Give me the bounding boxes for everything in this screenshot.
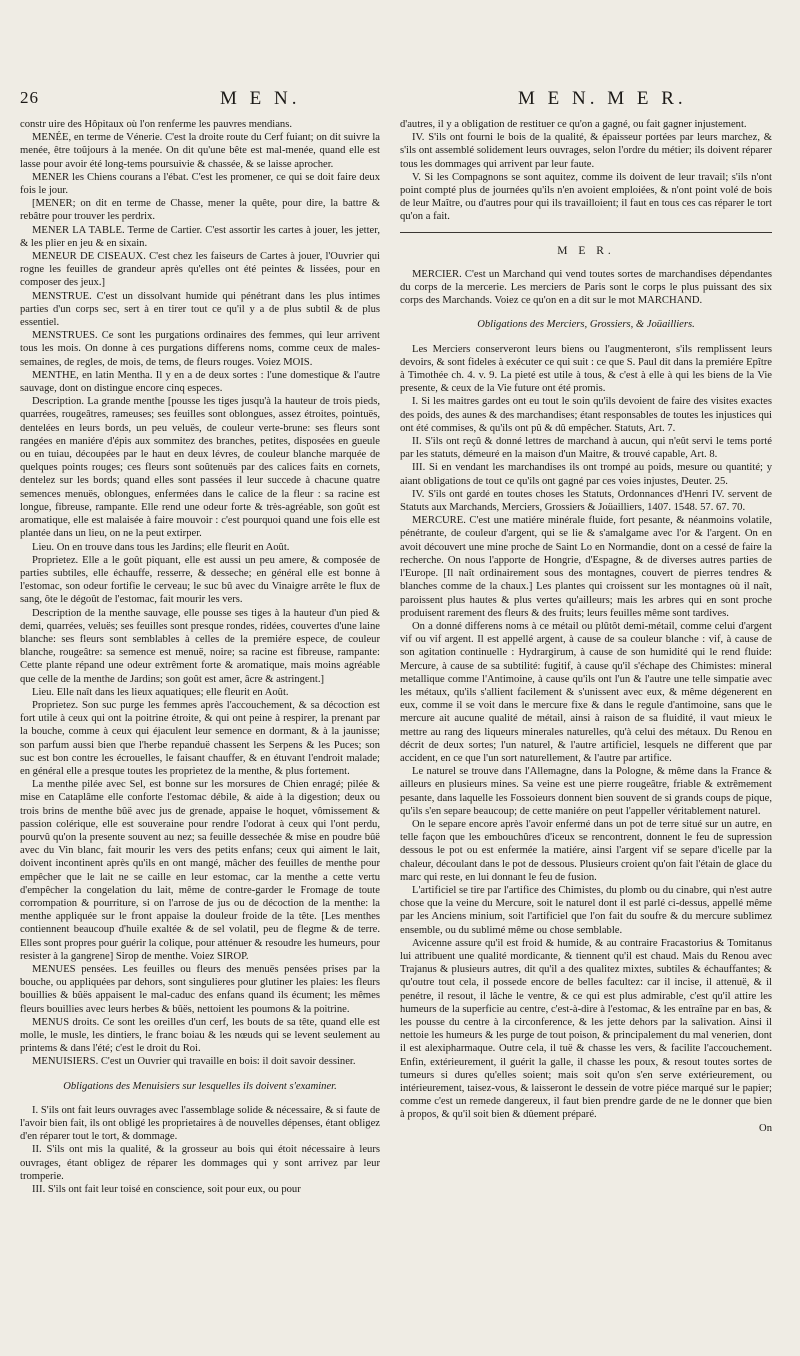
- page-number: 26: [20, 88, 39, 107]
- entry-menthe: MENTHE, en latin Mentha. Il y en a de deux sortes : l'une domestique & l'autre sauvage, dont on distingue encore cinq especes.: [20, 369, 380, 395]
- paragraph: IV. S'ils ont gardé en toutes choses les Statuts, Ordonnances d'Henri IV. servent de Statuts aux Marchands, Merciers, Grossiers & Joüailliers, 1407. 1548. 57. 67. 70.: [400, 488, 772, 514]
- paragraph: Description de la menthe sauvage, elle pousse ses tiges à la hauteur d'un pied & demi, quarrées, veluës; ses feuilles sont presque rondes, ridées, couvertes d'une laine blanche: ses fleurs sont semblables à celles de la premiére espece, de couleur blanche, rougeâtre: sa semence est menuë, noire; sa racine est fibreuse, rampante: Cette plante répand une odeur extrêment forte & aromatique, mais moins agréable que celle de la menthe de Jardins; son goût est amer, âcre & astringent.]: [20, 607, 380, 685]
- section-heading: Obligations des Menuisiers sur lesquelles ils doivent s'examiner.: [63, 1080, 337, 1092]
- paragraph: Proprietez. Elle a le goût piquant, elle est aussi un peu amere, & composée de parties subtiles, elle échauffe, resserre, & desseche; en général elle est bonne à l'estomac, son odeur fortifie le cerveau; le suc bû avec du Vinaigre arrête le flux de sang, ôte le dégoût de l'estomac, fait mourir les vers.: [20, 554, 380, 606]
- entry-mercier: MERCIER. C'est un Marchand qui vend toutes sortes de marchandises dépendantes du corps de la mercerie. Les merciers de Paris sont le corps le plus puissant des six corps des Marchands. Voiez ce qu'on en a dit sur le mot MARCHAND.: [400, 268, 772, 307]
- paragraph: Lieu. Elle naît dans les lieux aquatiques; elle fleurit en Août.: [32, 686, 289, 698]
- paragraph: III. Si en vendant les marchandises ils ont trompé au poids, mesure ou quantité; y aiant obligations de tout ce qu'ils ont gagné par ces voies injustes, Deuter. 25.: [400, 462, 772, 487]
- section-heading-mer: M E R.: [557, 244, 615, 257]
- paragraph: IV. S'ils ont fourni le bois de la qualité, & épaisseur portées par leurs marchez, & s'ils ont assemblé solidement leurs ouvrages, selon l'ordre du métier; ils doivent réparer tous les dommages qui arrivent par leur faute.: [400, 132, 772, 170]
- entry-mener-la-table: MENER LA TABLE. Terme de Cartier. C'est assortir les cartes à jouer, les jetter, & les plier en jeu & en sixain.: [20, 224, 380, 249]
- entry-mener: MENER les Chiens courans a l'ébat. C'est les promener, ce qui se doit faire deux fois le jour.: [20, 171, 380, 197]
- entry-menstrues: MENSTRUES. Ce sont les purgations ordinaires des femmes, qui leur arrivent tous les mois. On donne à ces purgations differens noms, comme ceux de males-semaines, de regles, de mois, de tems, de fleurs rouges. Voiez MOIS.: [20, 330, 380, 368]
- paragraph: Lieu. On en trouve dans tous les Jardins; elle fleurit en Août.: [32, 541, 290, 553]
- paragraph: I. Si les maitres gardes ont eu tout le soin qu'ils devoient de faire des visites exactes des poids, des aunes & des marchandises; étant responsables de toutes les injustices qui ont été commises, & qu'ils ont pû & dû empêcher. Statuts, Art. 7.: [400, 396, 772, 434]
- paragraph: II. S'ils ont reçû & donné lettres de marchand à aucun, qui n'eût servi le tems porté par les statuts, démeuré en la maison d'un Maitre, & trouvé capable, Art. 8.: [400, 436, 772, 461]
- paragraph: I. S'ils ont fait leurs ouvrages avec l'assemblage solide & nécessaire, & si faute de l'avoir bien fait, ils ont obligé les proprietaires à de nouvelles dépenses, étant obligez d'en réparer tout le tort, & dommage.: [20, 1104, 380, 1143]
- paragraph: Description. La grande menthe [pousse les tiges jusqu'à la hauteur de trois pieds, quarrées, rougeâtres, rameuses; ses feuilles sont oblongues, assez étroites, pointuës, dentelées en leurs bords, un peu veluës, de couleur verte-brune: ses fleurs sont rangées en maniére d'épis aux sommitez des branches, petites, disposées en gueule ou en tuiau, découpées par le haut en deux lévres, de couleur blanche marquée de quelques points rouges; ces fleurs sont soûtenuës par des calices faits en cornets, dentelez sur les bords; quand elles sont passées il leur succede à chacune quatre semences menuës, oblongues, enfermées dans le calice de la fleur : sa racine est longue, fibreuse, rampante. Elle rend une odeur forte & très-agréable, son goût est aromatique, elle est malaisée à faire mouvoir : c'est pourquoi quand une fois elle est plantée dans un lieu, on ne la peut extirper.: [20, 396, 380, 540]
- entry-menee: MENÉE, en terme de Vénerie. C'est la droite route du Cerf fuiant; on dit suivre la menée, être toûjours à la menée. On dit qu'une bête est mal-menée, quand elle est lasse pour avoir été long-tems poursuivie & chassée, & se laisse aprocher.: [20, 132, 380, 170]
- paragraph: On a donné differens noms à ce métail ou plûtôt demi-métail, comme celui d'argent vif ou vif argent. Il est appellé argent, à cause de sa couleur blanche : vif, à cause de son agitation continuelle : Hydrargirum, à cause de son humidité qui le rend fluide: Mercure, à cause de sa subtilité: fugitif, à cause qu'il s'échape des Chimistes: mineral metallique comme l'Antimoine, à cause qu'ils ont l'un & l'autre une telle simpatie avec les métaux, qu'ils s'allient facilement & s'unissent avec eux, & même dégenerent en eux, comme il se voit dans le mercure fixe & dans le regule d'antimoine, sans que le mercure ait aucune qualité de métail, ainsi à raison de sa fluidité, il vaut mieux le mettre au rang des liqueurs minerales naturelles, qu'à celui des métaux. Du Renou en décrit de deux sortes; l'un naturel, & l'autre artificiel, lesquels ne different que par accident, en ce que l'un sort naturellement, & l'autre par artifice.: [400, 620, 772, 764]
- section-heading: Obligations des Merciers, Grossiers, & Joüailliers.: [477, 319, 695, 331]
- entry-mener-chasse: [MENER; on dit en terme de Chasse, mener la quête, pour dire, la battre & rebâtre pour trouver les perdrix.: [20, 198, 380, 223]
- paragraph: On le separe encore après l'avoir enfermé dans un pot de terre situé sur un autre, en telle façon que les embouchûres d'iceux se rencontrent, donnent le feu de supression dessous le pot ou est enfermée la matiére, ainsi l'argent vif se separe d'icelle par la chaleur, découlant dans le pot de dessous. Plusieurs croient qu'on fait l'étain de glace du marc qui reste, en lui donnant le feu de fusion.: [400, 818, 772, 883]
- left-column: [20, 118, 380, 1344]
- catchword: On: [759, 1122, 772, 1134]
- paragraph: d'autres, il y a obligation de restituer ce qu'on a gagné, ou fait gagner injustement.: [400, 119, 747, 130]
- paragraph: V. Si les Compagnons se sont aquitez, comme ils doivent de leur travail; s'ils n'ont point compté plus de journées qu'ils n'en avoient emploiées, & n'ont point volé de bois de leur Maître, ou d'autres pour qui ils travailloient; il faut en tous ces cas réparer le tort qu'on a fait.: [400, 171, 772, 223]
- entry-mercure: MERCURE. C'est une matiére minérale fluide, fort pesante, & néanmoins volatile, pénétrante, de couleur d'argent, qui se lie & s'amalgame avec l'or & l'argent. On en avoit découvert une mine proche de Saint Lo en Normandie, dont on a cessé de faire la recherche. On nous l'apporte de Hongrie, d'Espagne, & de diverses autres parties de l'Europe. [Il naît ordinairement sous des montagnes, couvert de pierres tendres & blanches comme de la chaux.] Les plantes qui croissent sur les montagnes où il naît, paroissent plus hautes & plus vertes qu'ailleurs; mais les arbres qui en sont proche produisent rarement des fleurs & des fruits; leurs feuilles même sont tardives.: [400, 515, 772, 619]
- running-header: [20, 88, 774, 118]
- entry-meneur-de-ciseaux: MENEUR DE CISEAUX. C'est chez les faiseurs de Cartes à jouer, l'Ouvrier qui rogne les feuilles de grandeur après qu'elles ont été peintes & lissées, pour en composer des jeux.]: [20, 251, 380, 289]
- entry-menstrue: MENSTRUE. C'est un dissolvant humide qui pénétrant dans les plus intimes parties d'un corps sec, sert à en tirer tout ce qu'il y a de plus subtil & de plus essentiel.: [20, 290, 380, 329]
- entry-menus-droits: MENUS droits. Ce sont les oreilles d'un cerf, les bouts de sa tête, quand elle est molle, le musle, les dintiers, le franc boiau & les nœuds qui se levent seulement au printems & dans l'été; c'est le droit du Roi.: [20, 1016, 380, 1055]
- paragraph: III. S'ils ont fait leur toisé en conscience, soit pour eux, ou pour: [32, 1184, 301, 1196]
- left-running-title: M E N.: [220, 88, 301, 109]
- entry-menuisiers: MENUISIERS. C'est un Ouvrier qui travaille en bois: il doit savoir dessiner.: [32, 1056, 356, 1068]
- paragraph: Les Merciers conserveront leurs biens ou l'augmenteront, s'ils remplissent leurs devoirs, & sont fideles à exécuter ce qui suit : ce que S. Paul dit dans la premiére Epître à Timothée ch. 4. v. 9. La pieté est utile à tous, & c'est à elle à qui les biens de la Vie presente, & ceux de la Vie future ont été promis.: [400, 343, 772, 395]
- paragraph: Proprietez. Son suc purge les femmes après l'accouchement, & sa décoction est fort utile à ceux qui ont la poitrine étroite, & qui ont peine à respirer, la prenant par la bouche, comme à ceux qui éjaculent leur semence en dormant, & à la jaunisse; son parfum aussi bien que l'herbe repanduë chassent les Serpens & les Puces; son suc est bon contre les écrouelles, le faisant chauffer, & en étuvant l'endroit malade; en général elle a presque toutes les proprietez de la menthe, & plus fortement.: [20, 699, 380, 777]
- paragraph: II. S'ils ont mis la qualité, & la grosseur au bois qui étoit nécessaire à leurs ouvrages, étant obligez de réparer les dommages qui y sont arrivez par leur tromperie.: [20, 1144, 380, 1182]
- divider: [400, 232, 772, 233]
- paragraph: Avicenne assure qu'il est froid & humide, & au contraire Fracastorius & Tomitanus lui attribuent une qualité mordicante, & tiennent qu'il est chaud. Mais du Renou avec Trajanus & plusieurs autres, dit qu'il a des qualitez mixtes, subtiles & échauffantes; & qu'outre tout cela, il possede encore de belles facultez: car il incise, il attenuë, & il penétre, il resout, il lâche le ventre, & ce qui est plus admirable, c'est qu'il attire les humeurs de la superficie au centre, c'est-à-dire à l'estomac, & les entraîne par en bas, & les pousse du centre à la circonference, & les jette dehors par la salivation. Ainsi il nettoie les humeurs & les purge de tout poison, & principalement du mal venerien, dont il est alexipharmaque. Outre cela, il tuë & chasse les vers, & facilite l'accouchement. Enfin, extérieurement, il guérit la galle, il chasse les poux, & resout toutes sortes de tumeurs si dures qu'elles soient; mais soit qu'on s'en serve extérieurement, ou intérieurement, taisez-vous, & laisseront le dessein de votre piéce marqué sur le papier; comme c'est un remede dangereux, il faut bien prendre garde de ne le donner que bien à propos, & qu'il soit bien & dûement préparé.: [400, 937, 772, 1121]
- entry-menues-pensees: MENUES pensées. Les feuilles ou fleurs des menuës pensées prises par la bouche, ou appliquées par dehors, sont singulieres pour glutiner les plaies: les fleurs bouillies & bûës appaisent le mal-caduc des enfans quand ils écument; les mêmes fleurs bouillies avec leurs herbes & bûës, nettoient les poumons & la poitrine.: [20, 964, 380, 1015]
- paragraph: Le naturel se trouve dans l'Allemagne, dans la Pologne, & même dans la France & ailleurs en plusieurs mines. Sa veine est une pierre rougeâtre, friable & extrêmement pesante, dans laquelle les Fossoieurs donnent bien souvent de si grands coups de pique, qu'ils s'en separe beaucoup; de cette maniére on peut l'appeller véritablement naturel.: [400, 766, 772, 817]
- paragraph: constr uire des Hôpitaux où l'on renferme les pauvres mendians.: [20, 119, 292, 130]
- right-column: [400, 118, 772, 1344]
- paragraph: La menthe pilée avec Sel, est bonne sur les morsures de Chien enragé; pilée & mise en Cataplâme elle conforte l'estomac débile, & aide à la digestion; deux ou trois brins de menthe bûë avec jus de grenade, appaise le hoquet, vômissement & passion colérique, elle est souveraine pour rendre l'odorat à ceux qui l'ont perdu, pourvû qu'on la presente souvent au nez; sa feuille dessechée & mise en poudre bûë avec du Vin blanc, fait mourir les vers des petits enfans; ceux qui aiment le lait, doivent incontinent après qu'ils en ont mangé, mâcher des feuilles de menthe pour empêcher que le lait ne se caille en leur estomac, car la menthe a cette vertu d'empêcher la congelation du lait, même de contre-garder le Fromage de toute corrompation & pourriture, si on l'arrose de jus ou de décoction de la menthe: la menthe appliquée sur le front appaise la douleur froide de la tête. [Les menthes contiennent beaucoup d'huile exaltée & de sel volatil, peu de flegme & de terre. Elles sont propres pour guérir la colique, pour atténuer & resoudre les humeurs, pour resister à la gangrene] Sirop de menthe. Voiez SIROP.: [20, 779, 380, 962]
- right-running-title: M E N. M E R.: [518, 88, 687, 109]
- paragraph: L'artificiel se tire par l'artifice des Chimistes, du plomb ou du cinabre, qui n'est autre chose que la veine du Mercure, soit le naturel dont il est parlé ci-dessus, appellé même par les Anciens minium, soit l'artificiel que l'on fait du soufre & du mercure sublimez ensemble, ou du sublimé même ou chose semblable.: [400, 884, 772, 936]
